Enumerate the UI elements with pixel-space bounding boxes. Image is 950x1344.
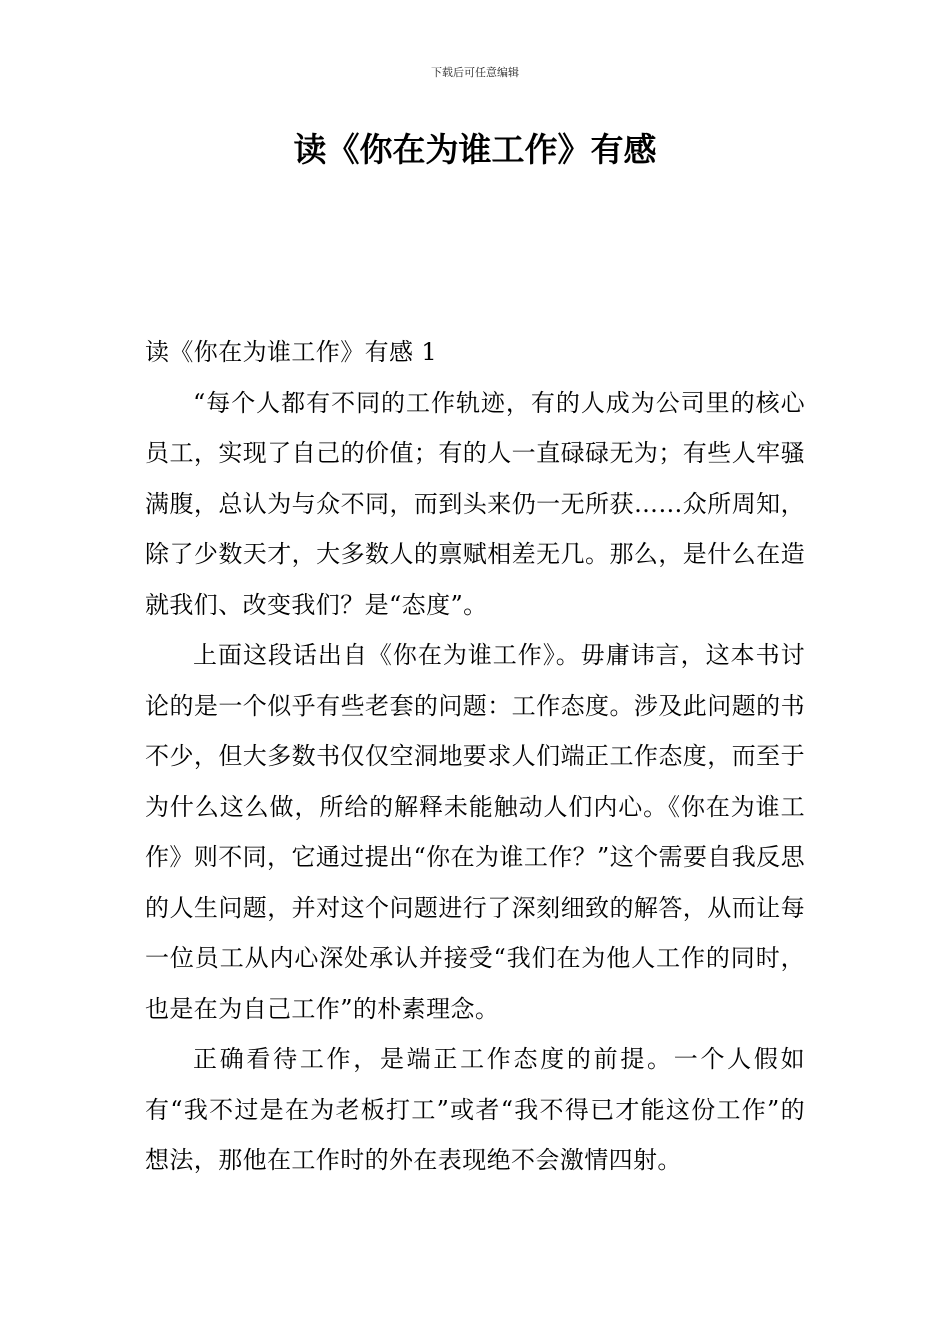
paragraph-1: “每个人都有不同的工作轨迹，有的人成为公司里的核心员工，实现了自己的价值；有的人一直碌碌无为；有些人牢骚满腹，总认为与众不同，而到头来仍一无所获……众所周知，除了少数天才，大多数人的禀赋相差无几。那么，是什么在造就我们、改变我们？是“态度”。 bbox=[145, 388, 805, 619]
paragraph-3: 正确看待工作，是端正工作态度的前提。一个人假如有“我不过是在为老板打工”或者“我不得已才能这份工作”的想法，那他在工作时的外在表现绝不会激情四射。 bbox=[145, 1045, 805, 1174]
header-note: 下载后可任意编辑 bbox=[431, 66, 519, 79]
document-title: 读《你在为谁工作》有感 bbox=[293, 130, 657, 169]
paragraph-2: 上面这段话出自《你在为谁工作》。毋庸讳言，这本书讨论的是一个似乎有些老套的问题：工作态度。涉及此问题的书不少，但大多数书仅仅空洞地要求人们端正工作态度，而至于为什么这么做，所给的解释未能触动人们内心。《你在为谁工作》则不同，它通过提出“你在为谁工作？”这个需要自我反思的人生问题，并对这个问题进行了深刻细致的解答，从而让每一位员工从内心深处承认并接受“我们在为他人工作的同时，也是在为自己工作”的朴素理念。 bbox=[145, 641, 805, 1023]
section-heading: 读《你在为谁工作》有感 1 bbox=[145, 338, 438, 366]
document-body bbox=[145, 327, 805, 1186]
